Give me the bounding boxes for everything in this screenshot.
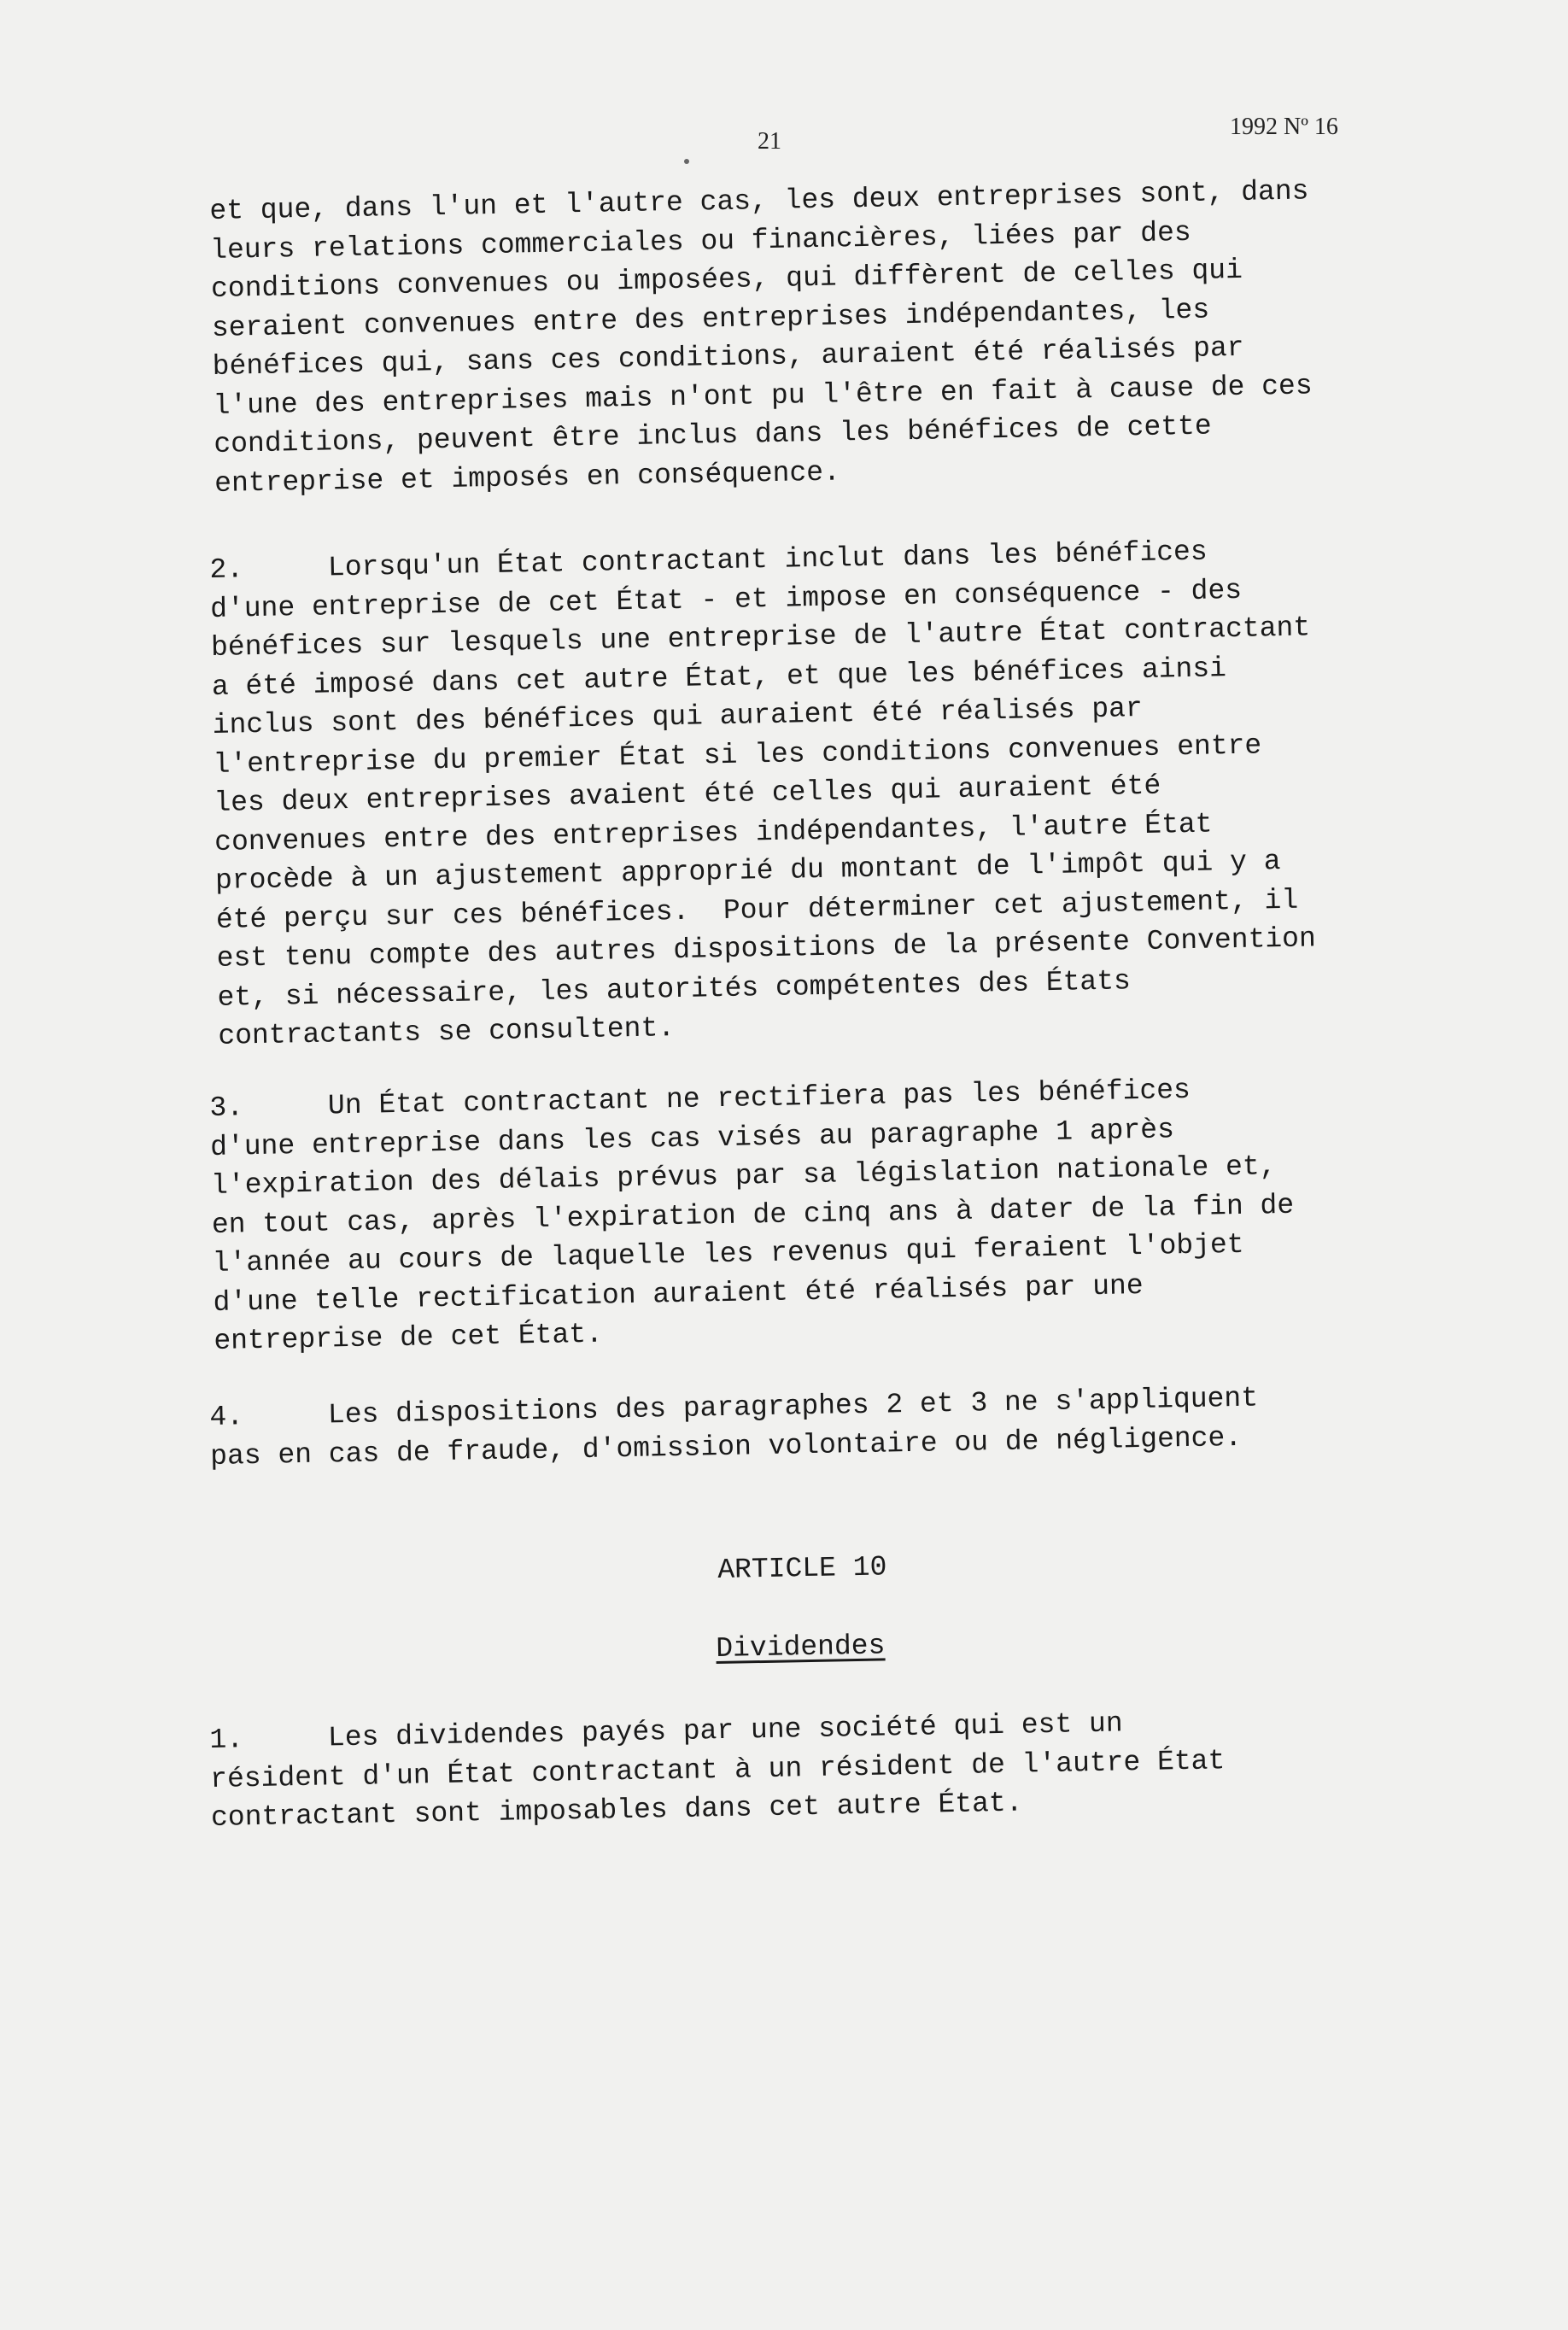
paragraph-2: 2. Lorsqu'un État contractant inclut dans les bénéfices d'une entreprise de cet État - et impose en conséquence - des bénéfices sur lesquels une entreprise de l'autre État contractant a été imposé dans cet autre État, et que les bénéfices ainsi inclus sont des bénéfices qui auraient été réalisés par l'entreprise du premier État si les conditions convenues entre les deux entreprises avaient été celles qui auraient été convenues entre des entreprises indépendantes, l'autre État procède à un ajustement approprié du montant de l'impôt qui y a été perçu sur ces bénéfices. Pour déterminer cet ajustement, il est tenu compte des autres dispositions de la présente Convention et, si nécessaire, les autorités compétentes des États contractants se consultent. bbox=[209, 536, 1317, 1052]
paragraph-continuation: et que, dans l'un et l'autre cas, les deux entreprises sont, dans leurs relations commerciales ou financières, liées par des conditions convenues ou imposées, qui diffèrent de celles qui seraient convenues entre des entreprises indépendantes, les bénéfices qui, sans ces conditions, auraient été réalisés par l'une des entreprises mais n'ont pu l'être en fait à cause de ces conditions, peuvent être inclus dans les bénéfices de cette entreprise et imposés en conséquence. bbox=[209, 175, 1313, 500]
page-number: 21 bbox=[758, 128, 781, 155]
article-10-paragraph-1: 1. Les dividendes payés par une société qui est un résident d'un État contractant à un résident de l'autre État contractant sont imposables dans cet autre État. bbox=[209, 1707, 1226, 1834]
document-reference: 1992 Nº 16 bbox=[1230, 114, 1338, 140]
paragraph-4: 4. Les dispositions des paragraphes 2 et 3 ne s'appliquent pas en cas de fraude, d'omission volontaire ou de négligence. bbox=[209, 1382, 1259, 1472]
paragraph-3: 3. Un État contractant ne rectifiera pas les bénéfices d'une entreprise dans les cas visés au paragraphe 1 après l'expiration des délais prévus par sa législation nationale et, en tout cas, après l'expiration de cinq ans à dater de la fin de l'année au cours de laquelle les revenus qui feraient l'objet d'une telle rectification auraient été réalisés par une entreprise de cet État. bbox=[209, 1074, 1295, 1357]
article-subtitle: Dividendes bbox=[716, 1630, 886, 1665]
scan-speck bbox=[684, 159, 689, 164]
article-title: ARTICLE 10 bbox=[717, 1551, 887, 1586]
